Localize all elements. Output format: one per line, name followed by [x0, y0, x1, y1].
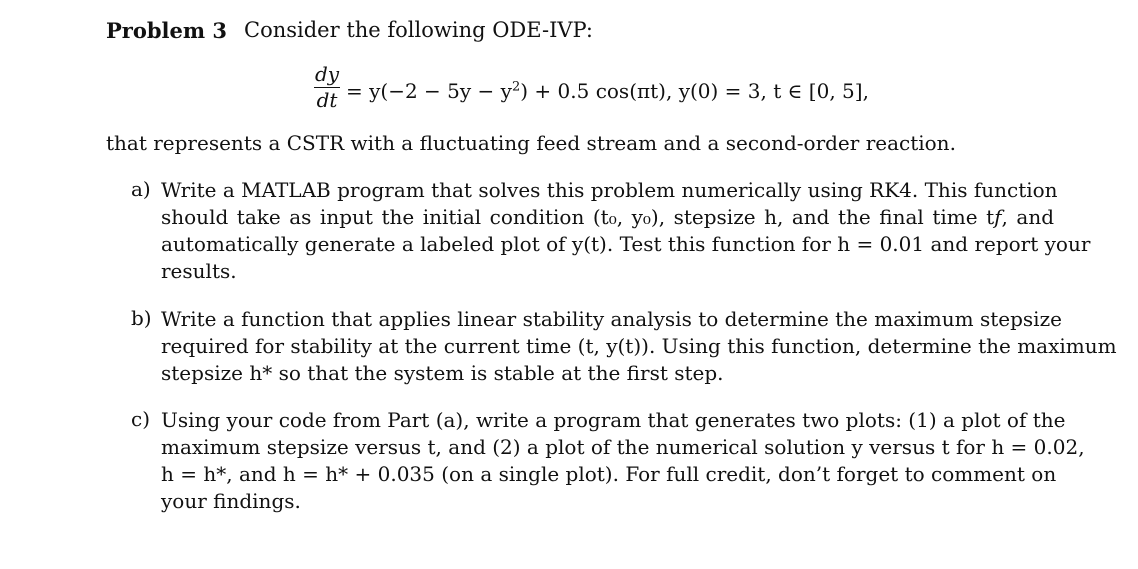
- part-c-body: [161, 407, 1085, 515]
- part-a-line: automatically generate a labeled plot of y(t). Test this function for h = 0.01 and report your: [161, 232, 1091, 256]
- problem-context: that represents a CSTR with a fluctuating feed stream and a second-order reaction.: [106, 131, 956, 155]
- problem-intro: Consider the following ODE-IVP:: [244, 18, 593, 42]
- part-b-line: stepsize h* so that the system is stable at the first step.: [161, 361, 724, 385]
- part-a-line: Write a MATLAB program that solves this problem numerically using RK4. This function: [161, 178, 1058, 202]
- part-a-letter: a): [131, 177, 151, 201]
- equation-derivative-fraction: [314, 63, 340, 111]
- part-c-line: h = h*, and h = h* + 0.035 (on a single plot). For full credit, don’t forget to comment on: [161, 462, 1057, 486]
- problem-label: Problem 3: [106, 18, 228, 43]
- equation-rhs-part-b: ) + 0.5 cos(πt), y(0) = 3, t ∈ [0, 5],: [520, 79, 869, 103]
- part-c-line: your findings.: [161, 489, 301, 513]
- equation-rhs-part-a: = y(−2 − 5y − y: [346, 79, 512, 103]
- part-a-line: results.: [161, 259, 237, 283]
- part-b-letter: b): [131, 306, 152, 330]
- part-b-body: [161, 306, 1117, 387]
- equation-rhs-exponent: 2: [511, 79, 521, 95]
- part-c-line: Using your code from Part (a), write a program that generates two plots: (1) a plot of the: [161, 408, 1066, 432]
- equation-numerator: dy: [314, 62, 340, 86]
- part-c-line: maximum stepsize versus t, and (2) a plot of the numerical solution y versus t for h = 0.02,: [161, 435, 1085, 459]
- part-a-body: [161, 177, 1091, 285]
- equation-denominator: dt: [316, 88, 338, 112]
- part-b-line: required for stability at the current time (t, y(t)). Using this function, determine the maximum: [161, 334, 1117, 358]
- part-c-letter: c): [131, 407, 151, 431]
- equation-rhs: [346, 79, 869, 103]
- part-b-line: Write a function that applies linear stability analysis to determine the maximum stepsize: [161, 307, 1062, 331]
- part-a-line: should take as input the initial condition (t₀, y₀), stepsize h, and the final time t𝑓, and: [161, 205, 1054, 229]
